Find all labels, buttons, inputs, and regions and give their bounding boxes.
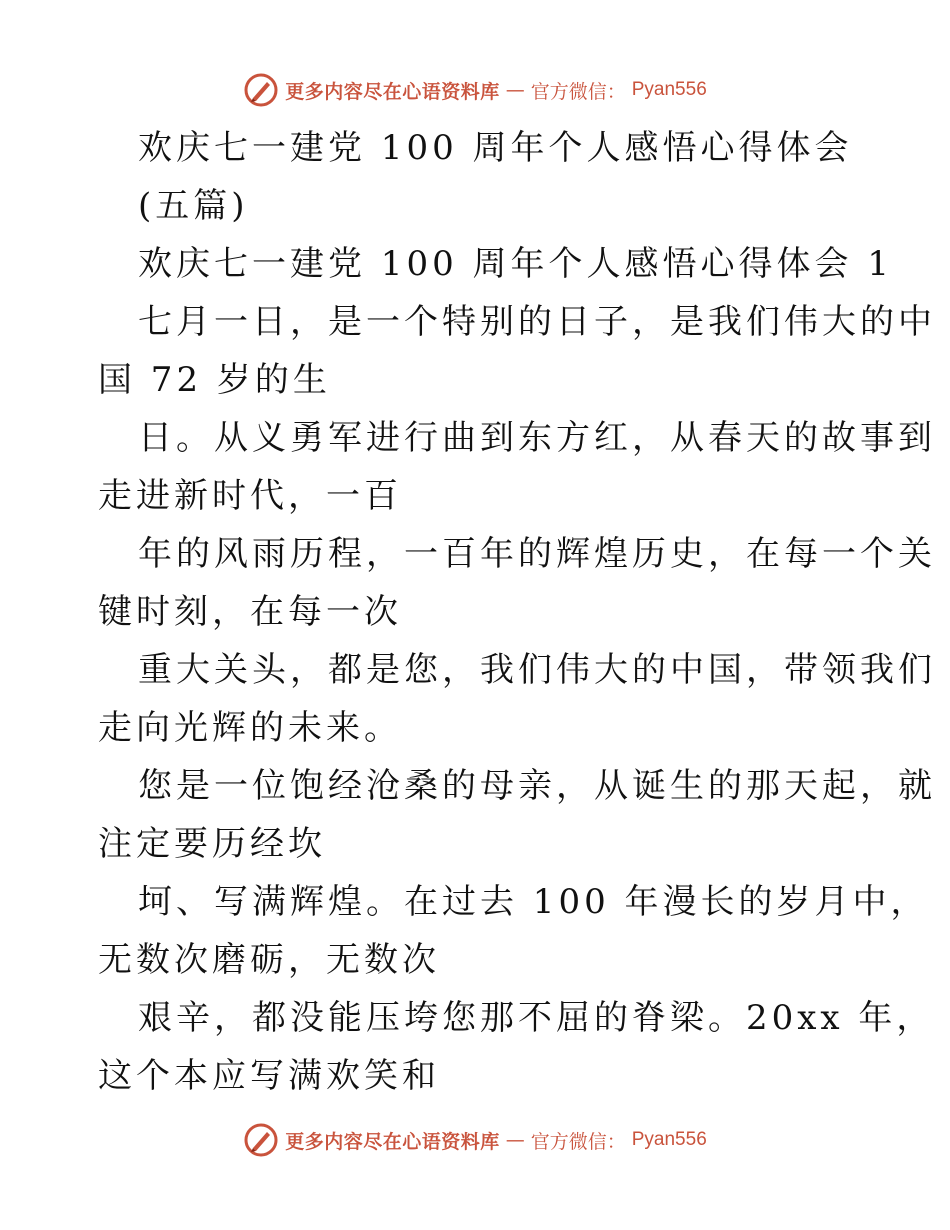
document-line: 坷、写满辉煌。在过去 100 年漫长的岁月中， — [138, 882, 929, 922]
watermark-main-text: 更多内容尽在心语资料库 — [285, 1130, 500, 1153]
document-line: 这个本应写满欢笑和 — [98, 1056, 440, 1096]
watermark-official-label: 官方微信： — [530, 1130, 626, 1153]
watermark-main-text: 更多内容尽在心语资料库 — [285, 80, 500, 103]
watermark-wechat-id: Pyan556 — [631, 79, 707, 100]
document-line: 无数次磨砺，无数次 — [98, 940, 440, 980]
footer-watermark — [0, 1120, 950, 1160]
document-line: 年的风雨历程，一百年的辉煌历史，在每一个关 — [138, 534, 936, 574]
document-line: 重大关头，都是您，我们伟大的中国，带领我们 — [138, 650, 936, 690]
pen-logo-icon — [243, 72, 279, 108]
pen-logo-icon — [243, 1122, 279, 1158]
document-body — [98, 122, 936, 1108]
document-line: 注定要历经坎 — [98, 824, 326, 864]
document-line: 走向光辉的未来。 — [98, 708, 402, 748]
header-watermark — [0, 70, 950, 110]
document-line: 国 72 岁的生 — [98, 360, 331, 400]
watermark-wechat-id: Pyan556 — [631, 1129, 707, 1150]
document-line: 欢庆七一建党 100 周年个人感悟心得体会 — [138, 128, 853, 168]
document-line: 日。从义勇军进行曲到东方红，从春天的故事到 — [138, 418, 936, 458]
watermark-dash: — — [505, 79, 525, 101]
document-line: 七月一日，是一个特别的日子，是我们伟大的中 — [138, 302, 936, 342]
document-line: 艰辛，都没能压垮您那不屈的脊梁。20xx 年， — [138, 998, 935, 1038]
document-line: 键时刻，在每一次 — [98, 592, 402, 632]
document-line: 欢庆七一建党 100 周年个人感悟心得体会 1 — [138, 244, 893, 284]
watermark-official-label: 官方微信： — [530, 80, 626, 103]
document-line: 走进新时代，一百 — [98, 476, 402, 516]
document-line: (五篇) — [138, 186, 249, 226]
watermark-dash: — — [505, 1129, 525, 1151]
document-line: 您是一位饱经沧桑的母亲，从诞生的那天起，就 — [138, 766, 936, 806]
